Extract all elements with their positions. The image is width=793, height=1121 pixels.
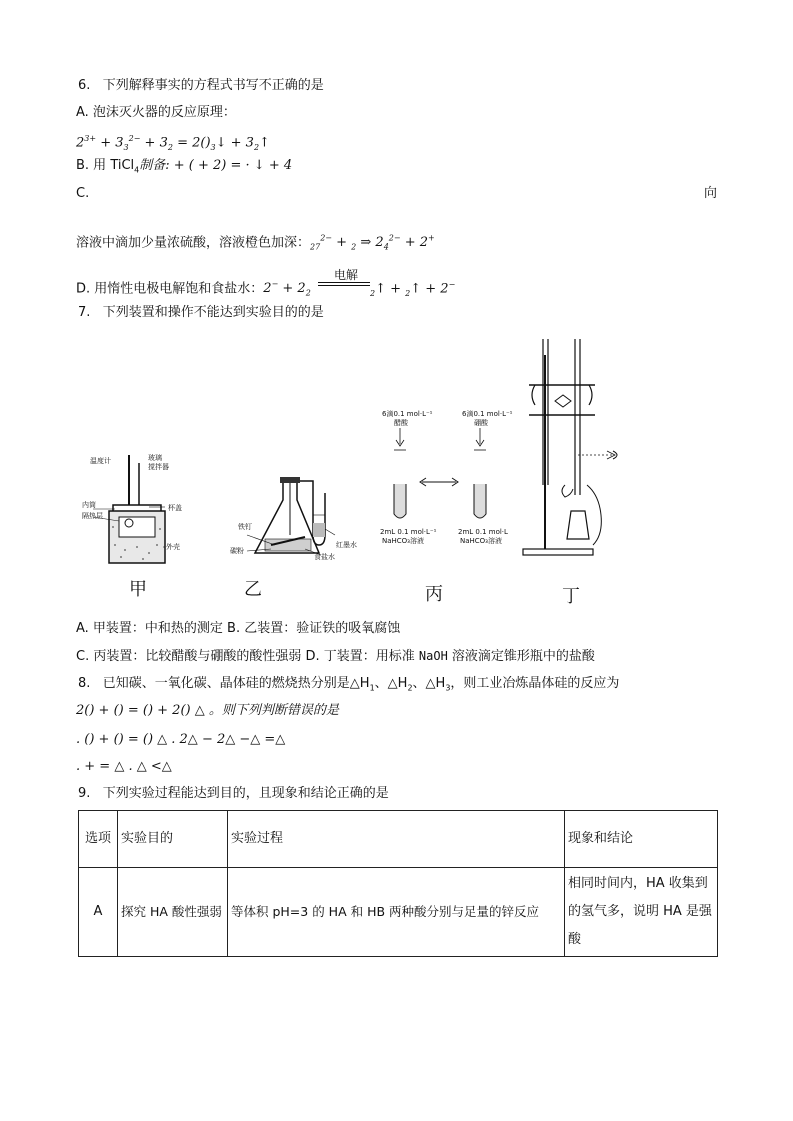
caption-bing: 丙	[425, 584, 443, 605]
label-inner-cup: 内筒	[82, 501, 96, 509]
label-iron-nail: 铁钉	[238, 523, 252, 531]
q6-option-c-text: 溶液中滴加少量浓硫酸，溶液橙色加深：$_{27}^{2-}$ + $_2$ ⇒ $2_4^{2-} + 2^+$	[76, 234, 435, 252]
q6-option-c-label: C.	[76, 186, 90, 201]
right-top-line1: 6滴0.1 mol·L⁻¹	[462, 410, 513, 418]
row-result: 相同时间内，HA 收集到的氢气多，说明 HA 是强酸	[565, 868, 718, 957]
label-glass: 玻璃	[148, 454, 162, 462]
titration-figure	[515, 335, 625, 565]
label-brine: 食盐水	[314, 553, 335, 561]
left-bottom-line1: 2mL 0.1 mol·L⁻¹	[380, 528, 437, 536]
left-top-line2: 醋酸	[394, 419, 408, 427]
right-bottom-line2: NaHCO₃溶液	[460, 537, 502, 545]
q6-option-c-tail: 向	[704, 186, 718, 201]
q7-options-cd: C. 丙装置：比较醋酸与硼酸的酸性强弱 D. 丁装置：用标准 NaOH 溶液滴定锥形瓶中的盐酸	[76, 649, 595, 664]
q6-option-d-products: $_2$↑ + $_2$↑ + 2−	[370, 280, 456, 298]
q8-options-line2: . + = △ . △ <△	[76, 759, 172, 774]
label-insulation: 隔热层	[82, 512, 103, 520]
q7-options-ab: A. 甲装置：中和热的测定 B. 乙装置：验证铁的吸氧腐蚀	[76, 621, 401, 636]
electrolysis-label: 电解	[334, 268, 359, 282]
row-purpose: 探究 HA 酸性强弱	[118, 868, 228, 957]
q6-option-a-label: A. 泡沫灭火器的反应原理：	[76, 105, 236, 120]
row-process: 等体积 pH=3 的 HA 和 HB 两种酸分别与足量的锌反应	[228, 868, 565, 957]
label-lid: 杯盖	[168, 504, 182, 512]
q7-stem: 7. 下列装置和操作不能达到实验目的的是	[78, 305, 324, 320]
header-purpose: 实验目的	[118, 811, 228, 868]
q6-option-a-equation: $2^{3+} + 3_3^{2-} + 3_2$ = $2()_3↓$ + $3_2↑$	[76, 134, 270, 152]
right-top-line2: 硼酸	[474, 419, 488, 427]
calorimeter-labels	[82, 454, 200, 565]
header-result: 现象和结论	[565, 811, 718, 868]
acid-comparison-figure	[370, 410, 513, 550]
row-option: A	[79, 868, 118, 957]
left-top-line1: 6滴0.1 mol·L⁻¹	[382, 410, 433, 418]
q8-options-line1: . () + () = () △ . 2△ − 2△ −△ =△	[76, 732, 286, 747]
label-red-ink: 红墨水	[336, 541, 357, 549]
corrosion-labels	[230, 515, 370, 565]
caption-yi: 乙	[244, 579, 262, 600]
q8-reaction: 2() + () = () + 2() △ 。则下列判断错误的是	[76, 703, 339, 718]
q9-stem: 9. 下列实验过程能达到目的，且现象和结论正确的是	[78, 786, 389, 801]
q6-option-b: B. 用 TiCl$_4$制备: + ( + 2) = · ↓ + 4	[76, 158, 293, 175]
caption-ding: 丁	[562, 586, 580, 607]
label-stirrer: 搅拌器	[148, 463, 169, 471]
q6-stem: 6. 下列解释事实的方程式书写不正确的是	[78, 78, 324, 93]
q8-stem: 8. 已知碳、一氧化碳、晶体硅的燃烧热分别是$\triangle H_1$、$\triangle H_2$、$\triangle H_3$，则工业冶炼晶体硅的反应为	[78, 676, 620, 693]
header-process: 实验过程	[228, 811, 565, 868]
caption-jia: 甲	[129, 579, 147, 600]
label-carbon-powder: 碳粉	[230, 547, 244, 555]
q9-table	[78, 810, 718, 957]
q6-option-d: D. 用惰性电极电解饱和食盐水：$2^- + 2_2$	[76, 280, 311, 298]
label-outer-shell: 外壳	[166, 543, 180, 551]
left-bottom-line2: NaHCO₃溶液	[382, 537, 424, 545]
header-option: 选项	[79, 811, 118, 868]
table-header-row	[79, 811, 718, 868]
label-thermometer: 温度计	[90, 457, 111, 465]
table-row	[79, 868, 718, 957]
right-bottom-line1: 2mL 0.1 mol·L	[458, 528, 508, 536]
electrolysis-arrow	[318, 282, 370, 286]
